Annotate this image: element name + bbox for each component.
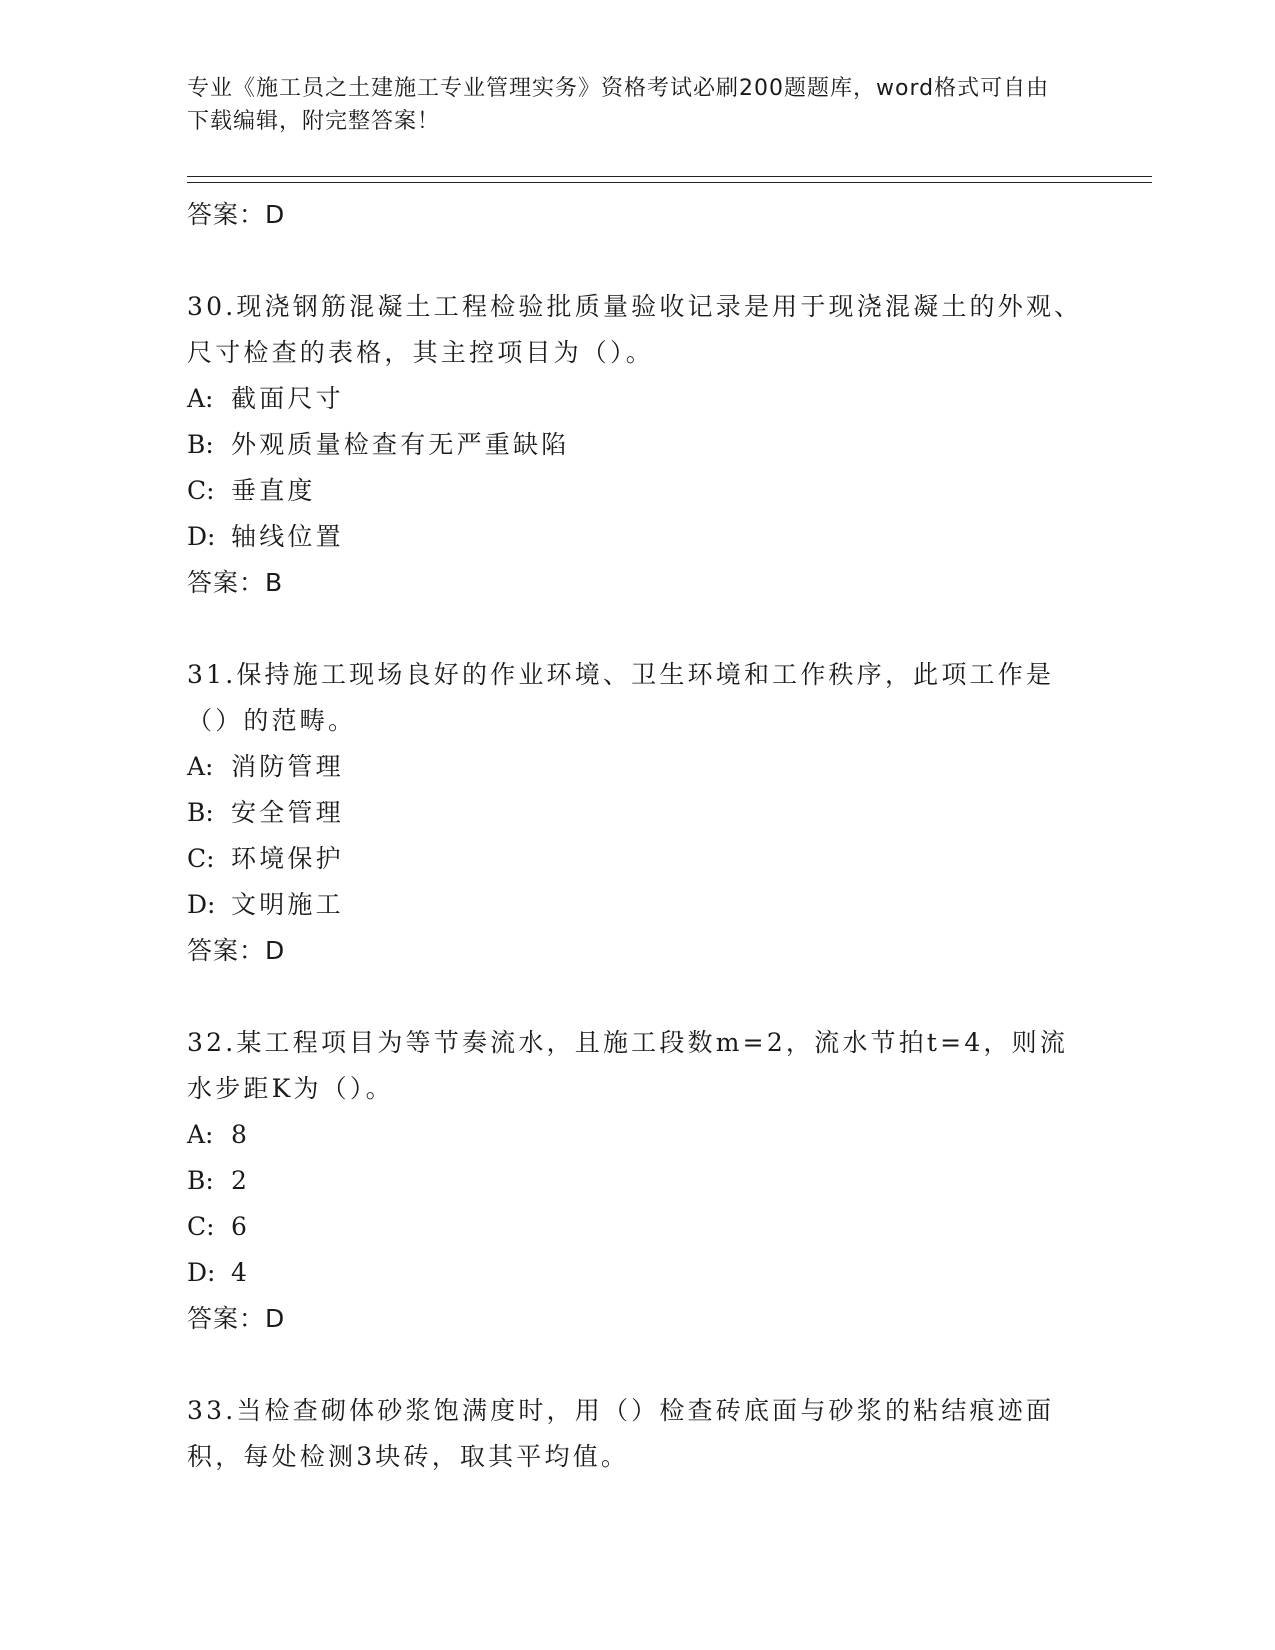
- option-text: 2: [231, 1166, 251, 1195]
- spacer: [187, 606, 1087, 652]
- question-answer: 答案：B: [187, 568, 284, 597]
- option-a: [187, 744, 1087, 790]
- option-letter: B:: [187, 1166, 214, 1195]
- spacer: [187, 1342, 1087, 1388]
- option-letter: B:: [187, 430, 214, 459]
- spacer: [187, 974, 1087, 1020]
- header-rule-top: [187, 176, 1152, 177]
- page-header-title: 专业《施工员之土建施工专业管理实务》资格考试必刷200题题库，word格式可自由下载编辑，附完整答案！: [187, 76, 1050, 134]
- spacer: [187, 238, 1087, 284]
- option-b: [187, 790, 1087, 836]
- question-block: [187, 652, 1087, 974]
- option-d: [187, 514, 1087, 560]
- question-text: 33.当检查砌体砂浆饱满度时，用（）检查砖底面与砂浆的粘结痕迹面积，每处检测3块砖，取其平均值。: [187, 1396, 1055, 1471]
- option-letter: C:: [187, 1212, 215, 1241]
- question-answer: 答案：D: [187, 936, 286, 965]
- option-text: 垂直度: [231, 476, 316, 505]
- option-c: [187, 468, 1087, 514]
- option-letter: A:: [187, 752, 214, 781]
- option-letter: A:: [187, 1120, 214, 1149]
- option-c: [187, 836, 1087, 882]
- option-letter: D:: [187, 522, 216, 551]
- option-letter: D:: [187, 890, 216, 919]
- option-c: [187, 1204, 1087, 1250]
- question-list: [187, 192, 1087, 1480]
- option-d: [187, 1250, 1087, 1296]
- option-text: 4: [231, 1258, 251, 1287]
- option-a: [187, 1112, 1087, 1158]
- question-block: [187, 1020, 1087, 1342]
- option-text: 截面尺寸: [231, 384, 344, 413]
- option-b: [187, 1158, 1087, 1204]
- option-text: 轴线位置: [231, 522, 344, 551]
- option-b: [187, 422, 1087, 468]
- option-a: [187, 376, 1087, 422]
- option-letter: D:: [187, 1258, 216, 1287]
- header-rule-bottom: [187, 182, 1152, 183]
- question-text: 30.现浇钢筋混凝土工程检验批质量验收记录是用于现浇混凝土的外观、尺寸检查的表格，其主控项目为（）。: [187, 292, 1083, 367]
- option-text: 外观质量检查有无严重缺陷: [231, 430, 570, 459]
- question-block: [187, 284, 1087, 606]
- option-text: 环境保护: [231, 844, 344, 873]
- option-letter: C:: [187, 844, 215, 873]
- question-text: 32.某工程项目为等节奏流水，且施工段数m=2，流水节拍t=4，则流水步距K为（）。: [187, 1028, 1069, 1103]
- question-text: 31.保持施工现场良好的作业环境、卫生环境和工作秩序，此项工作是（）的范畴。: [187, 660, 1055, 735]
- previous-answer: 答案：D: [187, 200, 286, 229]
- option-d: [187, 882, 1087, 928]
- option-letter: A:: [187, 384, 214, 413]
- option-text: 消防管理: [231, 752, 344, 781]
- option-text: 安全管理: [231, 798, 344, 827]
- question-block: [187, 1388, 1087, 1480]
- option-letter: C:: [187, 476, 215, 505]
- option-text: 文明施工: [231, 890, 344, 919]
- option-text: 6: [231, 1212, 251, 1241]
- option-letter: B:: [187, 798, 214, 827]
- question-answer: 答案：D: [187, 1304, 286, 1333]
- option-text: 8: [231, 1120, 251, 1149]
